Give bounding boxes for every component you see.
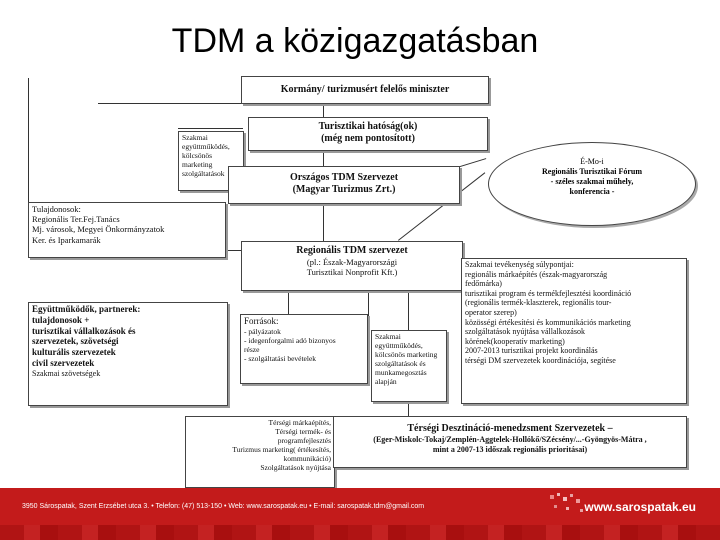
footer-address: 3950 Sárospatak, Szent Erzsébet utca 3. • Telefon: (47) 513-150 • Web: www.sarospatak.eu • E-mail: sarospatak.tdm@gmail.com: [22, 503, 425, 510]
local-dmo-box: Térségi Desztináció-menedzsment Szervezetek – (Eger-Miskolc-Tokaj/Zemplén-Aggtelek-Hollókő/SZécsény/...-Gyöngyös-Mátra , mint a 2007-13 időszak regionális prioritásai): [333, 416, 687, 468]
local-branding-box: Térségi márkaépítés, Térségi termék- és programfejlesztés Turizmus marketing( értékesítés, kommunikáció) Szolgáltatások nyújtása: [185, 416, 335, 488]
connector-line: [288, 290, 289, 314]
footer-stripe: [0, 525, 720, 540]
funding-box: Források: - pályázatok - idegenforgalmi adó bizonyos része - szolgáltatási bevételek: [240, 314, 368, 384]
connector-line: [323, 203, 324, 241]
national-tdm-box: Országos TDM Szervezet (Magyar Turizmus Zrt.): [228, 166, 460, 204]
professional-cooperation-box: Szakmai együttműködés, kölcsönös marketing szolgáltatások: [178, 131, 244, 191]
connector-line: [323, 152, 324, 166]
connector-line: [323, 105, 324, 117]
connector-line: [368, 290, 369, 332]
partners-box: Együttműködők, partnerek: tulajdonosok + turisztikai vállalkozások és szervezetek, szövetségi kulturális szervezetek civil szervezetek Szakmai szövetségek: [28, 302, 228, 406]
owners-box: Tulajdonosok: Regionális Ter.Fej.Tanács Mj. városok, Megyei Önkormányzatok Ker. és Iparkamarák: [28, 202, 226, 258]
logo-mark-icon: [548, 491, 588, 521]
activities-box: Szakmai tevékenység súlypontjai: regionális márkaépítés (észak-magyarország fedőmárka) turisztikai program és termékfejlesztési koordináció (regionális termék-klaszterek, regionális tour- operator szerep) közösségi értékesítési és kommunikációs marketing szolgáltatások nyújtása vállalkozások körének(kooperatív marketing) 2007-2013 turisztikai projekt koordinálás térségi DM szervezetek koordinációja, segítése: [461, 258, 687, 404]
footer-bar: [0, 488, 720, 540]
org-diagram: [28, 68, 720, 488]
tourism-authority-box: Turisztikai hatóság(ok) (még nem pontosított): [248, 117, 488, 151]
regional-tdm-box: Regionális TDM szervezet (pl.: Észak-Magyarországi Turisztikai Nonprofit Kft.): [241, 241, 463, 291]
professional-cooperation-box-lower: Szakmai együttműködés, kölcsönös marketing szolgáltatások és munkamegosztás alapján: [371, 330, 447, 402]
footer-website-link[interactable]: www.sarospatak.eu: [584, 500, 696, 514]
page-title: TDM a közigazgatásban: [171, 22, 539, 60]
connector-line: [178, 128, 243, 129]
ministry-box: Kormány/ turizmusért felelős miniszter: [241, 76, 489, 104]
regional-forum-ellipse: É-Mo-i Regionális Turisztikai Fórum - széles szakmai műhely, konferencia -: [488, 142, 696, 226]
connector-line: [28, 78, 29, 202]
